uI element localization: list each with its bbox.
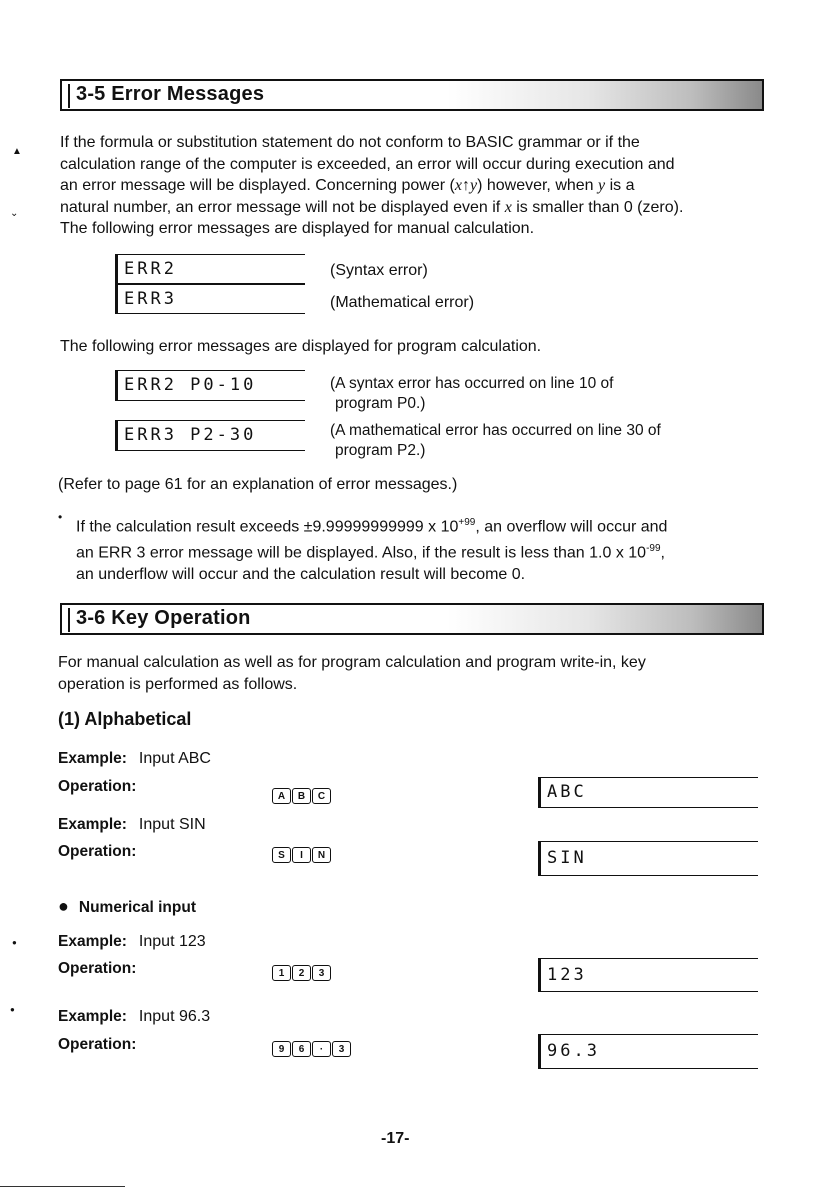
key-c: C bbox=[312, 788, 331, 804]
key-1: 1 bbox=[272, 965, 291, 981]
operation-label: Operation: bbox=[58, 1036, 137, 1053]
key-a: A bbox=[272, 788, 291, 804]
intro-paragraph: If the formula or substitution statement do not conform to BASIC grammar or if the calculation range of the computer is exceeded, an error will occur during execution and an error message will be displayed. Concerning power (x↑y) however, when y is a natural number, an error message will not be displayed even if x is smaller than 0 (zero). The following error messages are displayed for manual calculation. bbox=[60, 134, 684, 237]
result-display: SIN bbox=[538, 841, 758, 876]
example-line: Example: Input 123 bbox=[58, 933, 206, 950]
operation-label: Operation: bbox=[58, 843, 137, 860]
error-description: (A syntax error has occurred on line 10 of program P0.) bbox=[330, 375, 614, 412]
bottom-rule bbox=[0, 1186, 125, 1187]
banner-bar bbox=[68, 84, 70, 108]
refer-note: (Refer to page 61 for an explanation of error messages.) bbox=[58, 476, 458, 493]
key-sequence bbox=[272, 847, 331, 863]
key-operation-intro: For manual calculation as well as for program calculation and program write-in, key operation is performed as follows. bbox=[58, 654, 646, 693]
result-display: 123 bbox=[538, 958, 758, 992]
result-display: 96.3 bbox=[538, 1034, 758, 1069]
key-6: 6 bbox=[292, 1041, 311, 1057]
key-sequence bbox=[272, 1041, 351, 1057]
operation-label: Operation: bbox=[58, 960, 137, 977]
result-display: ABC bbox=[538, 777, 758, 808]
error-description: (Mathematical error) bbox=[330, 294, 475, 311]
section-title: 3-5 Error Messages bbox=[76, 83, 265, 105]
margin-mark: ▲ bbox=[12, 146, 22, 157]
error-description: (Syntax error) bbox=[330, 262, 428, 279]
numerical-input-heading: ● Numerical input bbox=[58, 896, 197, 916]
key-i: I bbox=[292, 847, 311, 863]
key-9: 9 bbox=[272, 1041, 291, 1057]
key-sequence bbox=[272, 788, 331, 804]
margin-mark: ● bbox=[10, 1005, 15, 1014]
page-number: -17- bbox=[381, 1130, 410, 1147]
key-s: S bbox=[272, 847, 291, 863]
program-intro: The following error messages are displayed for program calculation. bbox=[60, 338, 542, 355]
error-description: (A mathematical error has occurred on line 30 of program P2.) bbox=[330, 422, 661, 459]
example-line: Example: Input SIN bbox=[58, 816, 206, 833]
bullet: • bbox=[58, 510, 63, 524]
error-display: ERR3 P2-30 bbox=[115, 420, 305, 451]
error-display: ERR2 P0-10 bbox=[115, 370, 305, 401]
margin-mark: ⌄ bbox=[10, 208, 19, 219]
section-title: 3-6 Key Operation bbox=[76, 607, 251, 629]
key-sequence bbox=[272, 965, 331, 981]
operation-label: Operation: bbox=[58, 778, 137, 795]
banner-bar bbox=[68, 608, 70, 632]
example-line: Example: Input ABC bbox=[58, 750, 211, 767]
example-line: Example: Input 96.3 bbox=[58, 1008, 211, 1025]
overflow-note: If the calculation result exceeds ±9.99999999999 x $10^{+99}$, an overflow will occur and an ERR 3 error message will be displayed. Also, if the result is less than 1.0 x $10^{-99}$, an underflow will occur and the calculation result will become 0. bbox=[76, 517, 668, 583]
margin-mark: ● bbox=[12, 938, 17, 947]
key-decimal: · bbox=[312, 1041, 331, 1057]
section-3-5-banner bbox=[60, 79, 764, 111]
key-2: 2 bbox=[292, 965, 311, 981]
key-n: N bbox=[312, 847, 331, 863]
key-b: B bbox=[292, 788, 311, 804]
section-3-6-banner bbox=[60, 603, 764, 635]
error-display: ERR2 bbox=[115, 254, 305, 284]
key-3: 3 bbox=[312, 965, 331, 981]
key-3: 3 bbox=[332, 1041, 351, 1057]
subsection-heading: (1) Alphabetical bbox=[58, 709, 192, 729]
error-display: ERR3 bbox=[115, 284, 305, 314]
